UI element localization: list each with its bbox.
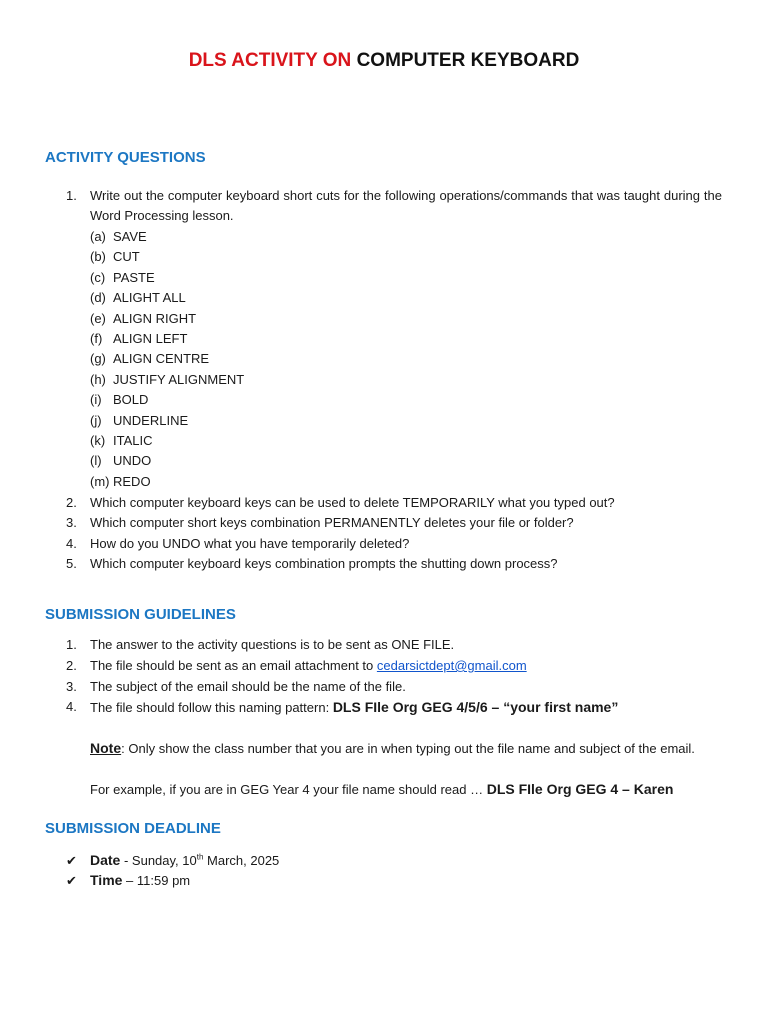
shortcut-label: SAVE [113,229,147,244]
shortcut-letter: (f) [90,331,103,346]
question-number: 2. [66,495,77,510]
deadline-date-row [66,850,279,871]
submission-guidelines-heading: SUBMISSION GUIDELINES [45,606,236,623]
shortcut-label: ALIGN LEFT [113,331,188,346]
date-value-post: March, 2025 [203,853,280,868]
shortcut-label: PASTE [113,269,155,285]
shortcut-label: UNDERLINE [113,412,189,428]
shortcut-label: BOLD [113,392,149,408]
question-number: 1. [66,188,77,203]
shortcut-letter: (e) [90,310,106,326]
shortcut-label: ALIGN CENTRE [113,351,210,367]
example-file-name: DLS FIle Org GEG 4 – Karen [486,781,674,797]
time-value: – 11:59 pm [122,873,191,888]
guideline-number: 1. [66,637,77,652]
shortcut-label: CUT [113,249,140,265]
shortcut-label: JUSTIFY ALIGNMENT [113,371,245,387]
note-paragraph [90,738,722,759]
shortcut-item [90,349,209,369]
shortcut-label: ALIGHT ALL [113,290,186,306]
shortcut-letter: (h) [90,371,106,387]
note-text: : Only show the class number that you are in when typing out the file name and subject of the email. [121,741,695,756]
shortcut-label: REDO [113,473,151,489]
question-text: Which computer keyboard keys can be used to delete TEMPORARILY what you typed out? [90,495,615,510]
shortcut-letter: (g) [90,351,106,367]
shortcut-item [90,309,196,329]
date-value-pre: - Sunday, 10 [120,853,197,868]
guideline-text: The answer to the activity questions is to be sent as ONE FILE. [90,637,455,652]
date-superscript: th [196,852,204,862]
shortcut-item [90,390,148,410]
question-number: 4. [66,535,77,551]
guideline-text: The subject of the email should be the name of the file. [90,679,406,694]
question-text: Write out the computer keyboard short cuts for the following operations/commands that was taught during the Word Processing lesson. [90,188,722,223]
guideline-text [90,656,722,676]
question-text: Which computer short keys combination PERMANENTLY deletes your file or folder? [90,515,574,531]
shortcut-item [90,451,151,471]
note-label: Note [90,740,122,756]
guideline-number: 3. [66,679,77,694]
shortcut-letter: (a) [90,229,106,244]
title-part-black: COMPUTER KEYBOARD [356,50,580,71]
shortcut-item [90,288,186,308]
shortcut-letter: (c) [90,269,106,285]
example-paragraph [90,779,722,800]
checkmark-icon: ✔ [66,853,77,868]
example-text: For example, if you are in GEG Year 4 your file name should read … [90,782,487,797]
question-1 [66,186,722,226]
shortcut-item [90,227,147,247]
shortcut-letter: (k) [90,433,106,448]
shortcut-label: UNDO [113,453,152,469]
shortcut-item [90,411,188,431]
guideline-number: 4. [66,699,77,714]
naming-pattern: DLS FIle Org GEG 4/5/6 – “your first name” [332,699,619,715]
shortcut-item [90,431,153,451]
submission-deadline-heading: SUBMISSION DEADLINE [45,820,221,837]
guideline-number: 2. [66,658,77,673]
date-label: Date [90,852,121,868]
activity-questions-heading: ACTIVITY QUESTIONS [45,149,206,166]
shortcut-label: ITALIC [113,433,153,448]
shortcut-letter: (j) [90,412,102,428]
shortcut-letter: (b) [90,249,106,265]
shortcut-item [90,268,155,288]
question-number: 5. [66,556,77,572]
question-number: 3. [66,515,77,531]
guideline-text [90,697,722,718]
deadline-time-row [66,870,190,891]
shortcut-letter: (i) [90,392,102,408]
document-title [0,49,768,73]
title-part-red: DLS ACTIVITY ON [188,50,352,71]
guideline-text-part: The file should follow this naming pattern: [90,700,333,715]
email-link[interactable]: cedarsictdept@gmail.com [376,658,527,673]
shortcut-item [90,472,151,492]
guideline-text-part: The file should be sent as an email attachment to [90,658,377,673]
shortcut-letter: (d) [90,290,106,306]
shortcut-item [90,329,187,349]
question-text: How do you UNDO what you have temporarily deleted? [90,535,410,551]
question-text: Which computer keyboard keys combination prompts the shutting down process? [90,556,558,572]
shortcut-item [90,370,244,390]
checkmark-icon: ✔ [66,873,77,888]
shortcut-letter: (m) [90,473,110,489]
shortcut-letter: (l) [90,453,102,469]
shortcut-item [90,247,140,267]
time-label: Time [90,872,123,888]
shortcut-label: ALIGN RIGHT [113,310,197,326]
